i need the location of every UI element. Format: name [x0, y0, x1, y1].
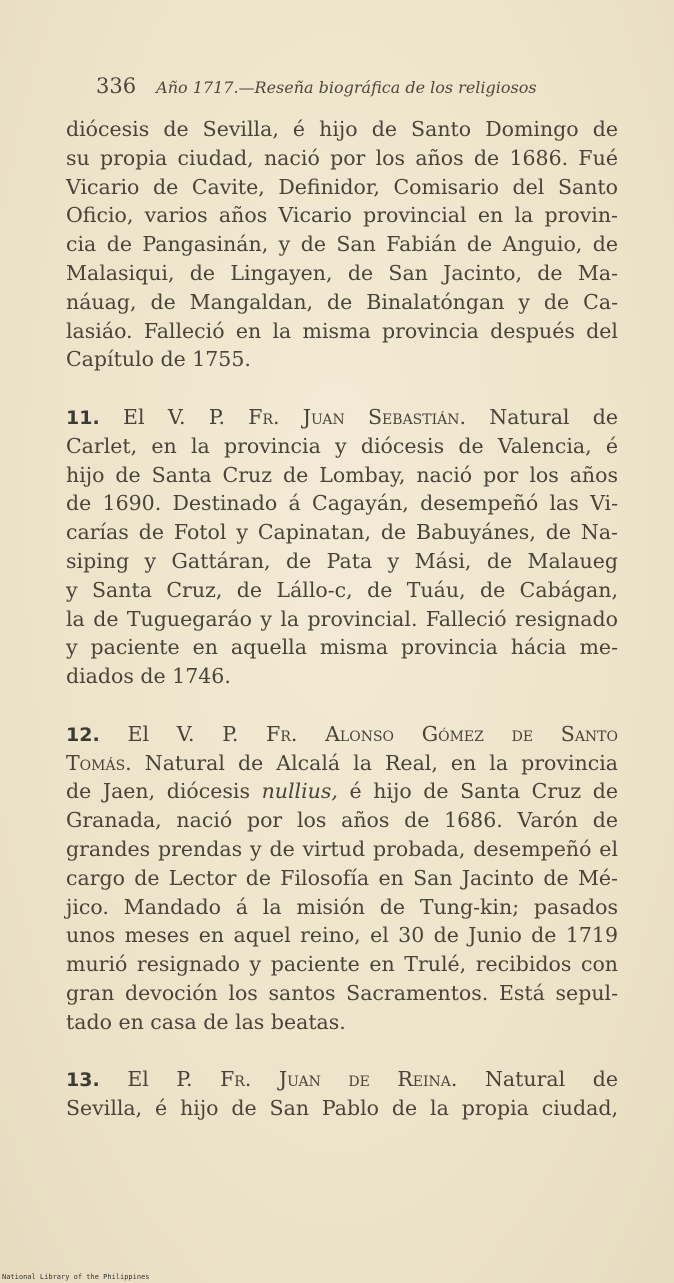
running-title: Año 1717.—Reseña biográfica de los religiosos — [156, 78, 537, 97]
text-line: Sevilla, é hijo de San Pablo de la propia ciudad, — [66, 1096, 618, 1121]
text-line: hijo de Santa Cruz de Lombay, nació por los años — [66, 462, 618, 487]
text-line: diados de 1746. — [66, 664, 231, 689]
text-line: y paciente en aquella misma provincia hácia me- — [66, 635, 618, 660]
entry-first-rest: Natural de — [484, 1067, 618, 1092]
entry-name: Fr. Juan de Reina. — [220, 1067, 458, 1092]
paragraph-continuation — [66, 115, 618, 374]
entry-title-prefix: El V. P. — [123, 404, 225, 429]
text-line — [66, 777, 618, 806]
text-line: carías de Fotol y Capinatan, de Babuyánes, de Na- — [66, 520, 618, 545]
text-line: unos meses en aquel reino, el 30 de Junio de 1719 — [66, 923, 618, 948]
text-line: Capítulo de 1755. — [66, 347, 251, 372]
text-line: gran devoción los santos Sacramentos. Está sepul- — [66, 980, 618, 1005]
text-line: Vicario de Cavite, Definidor, Comisario del Santo — [66, 174, 618, 199]
entry-name: Fr. Alonso Gómez de Santo — [266, 721, 618, 746]
text-line: de 1690. Destinado á Cagayán, desempeñó las Vi- — [66, 491, 618, 516]
text-line: siping y Gattáran, de Pata y Mási, de Malaueg — [66, 548, 618, 573]
entry-title-prefix: El P. — [127, 1067, 193, 1092]
text-line: y Santa Cruz, de Lállo-c, de Tuáu, de Cabágan, — [66, 577, 618, 602]
body-text — [66, 115, 618, 1152]
entry-first-rest: Natural de — [489, 404, 618, 429]
library-watermark: National Library of the Philippines — [2, 1273, 150, 1281]
text-line: Carlet, en la provincia y diócesis de Valencia, é — [66, 433, 618, 458]
entry-11 — [66, 403, 618, 691]
entry-number: 11 — [66, 406, 93, 429]
entry-number: 12 — [66, 723, 93, 746]
text-line: cargo de Lector de Filosofía en San Jacinto de Mé- — [66, 865, 618, 890]
entry-12 — [66, 720, 618, 1037]
latin-term: nullius, — [261, 779, 338, 804]
text-line: cia de Pangasinán, y de San Fabián de Anguio, de — [66, 232, 618, 257]
entry-title-prefix: El V. P. — [127, 721, 239, 746]
entry-heading-line: 12. El V. P. Fr. Alonso Gómez de Santo — [66, 721, 618, 746]
entry-heading-line: 11. El V. P. Fr. Juan Sebastián. Natural de — [66, 404, 618, 429]
text-line: Granada, nació por los años de 1686. Varón de — [66, 808, 618, 833]
text-line: Oficio, varios años Vicario provincial en la provin- — [66, 203, 618, 228]
text-line: murió resignado y paciente en Trulé, recibidos con — [66, 952, 618, 977]
text-line: grandes prendas y de virtud probada, desempeñó el — [66, 836, 618, 861]
entry-name-cont: Tomás. — [66, 750, 132, 775]
line-text: de Jaen, diócesis — [66, 779, 250, 804]
text-line — [66, 749, 618, 778]
text-line: diócesis de Sevilla, é hijo de Santo Domingo de — [66, 117, 618, 141]
entry-name: Fr. Juan Sebastián. — [248, 404, 467, 429]
text-line: jico. Mandado á la misión de Tung-kin; pasados — [66, 894, 618, 919]
text-line: náuag, de Mangaldan, de Binalatóngan y de Ca- — [66, 289, 618, 314]
entry-number: 13 — [66, 1069, 93, 1092]
line-text: é hijo de Santa Cruz de — [349, 779, 618, 804]
line-text: Natural de Alcalá la Real, en la provincia — [144, 750, 618, 775]
running-header — [96, 74, 537, 98]
page-number: 336 — [96, 74, 137, 98]
entry-heading-line: 13. El P. Fr. Juan de Reina. Natural de — [66, 1067, 618, 1092]
text-line: tado en casa de las beatas. — [66, 1009, 346, 1034]
text-line: la de Tuguegaráo y la provincial. Falleció resignado — [66, 606, 618, 631]
text-line: su propia ciudad, nació por los años de 1686. Fué — [66, 145, 618, 170]
entry-13 — [66, 1065, 618, 1123]
text-line: lasiáo. Falleció en la misma provincia después del — [66, 318, 618, 343]
text-line: Malasiqui, de Lingayen, de San Jacinto, de Ma- — [66, 260, 618, 285]
